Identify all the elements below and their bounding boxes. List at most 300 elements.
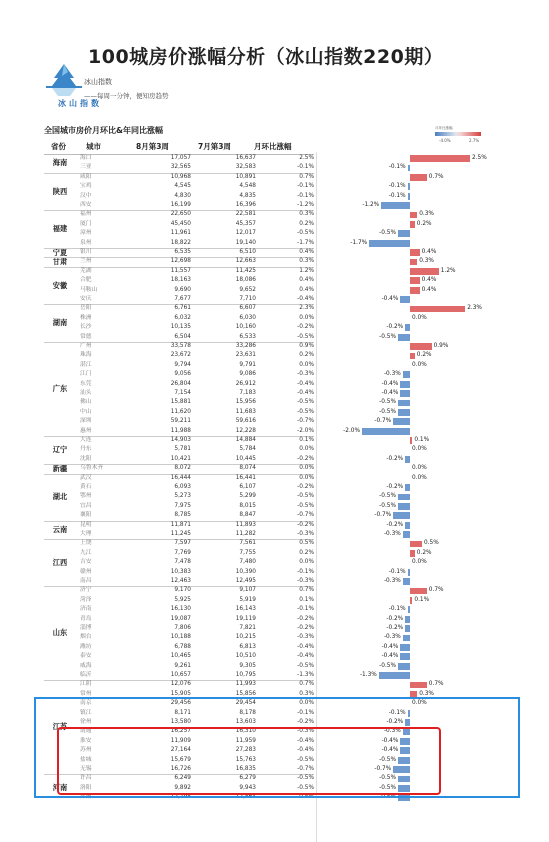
aug-price: 9,170 (174, 587, 191, 594)
province-label: 甘肃 (52, 257, 68, 267)
change-value: -1.7% (297, 239, 314, 246)
jul-price: 11,993 (235, 681, 256, 688)
bar-label: -2.0% (343, 427, 360, 434)
change-bar (410, 353, 415, 360)
aug-price: 8,171 (174, 709, 191, 716)
aug-price: 11,961 (170, 230, 191, 237)
table-row (44, 192, 514, 201)
city-name: 青岛 (80, 615, 92, 622)
table-row (44, 239, 514, 248)
aug-price: 27,164 (170, 747, 191, 754)
jul-price: 10,510 (235, 653, 256, 660)
city-name: 厦门 (80, 220, 92, 227)
table-row (44, 436, 514, 445)
header-city: 城市 (86, 142, 101, 151)
province-label: 福建 (52, 224, 68, 234)
table-row (44, 342, 514, 351)
change-value: 0.0% (299, 700, 314, 707)
jul-price: 15,956 (235, 399, 256, 406)
aug-price: 18,163 (170, 277, 191, 284)
highlight-box-red (57, 727, 441, 795)
jul-price: 16,835 (235, 766, 256, 772)
logo-slogan: ——每周一分钟，便知房趋势 (84, 92, 169, 100)
province-label: 辽宁 (52, 445, 68, 455)
aug-price: 45,450 (170, 220, 191, 227)
city-name: 鄂州 (80, 493, 92, 500)
change-value: 0.0% (299, 474, 314, 481)
aug-price: 16,444 (170, 474, 191, 481)
change-bar (393, 418, 410, 425)
aug-price: 17,057 (170, 155, 191, 161)
change-value: -0.4% (297, 643, 314, 650)
aug-price: 6,504 (174, 333, 191, 340)
bar-label: 0.0% (412, 361, 427, 368)
bar-label: -0.1% (388, 568, 406, 575)
table-row (44, 257, 514, 266)
jul-price: 8,847 (239, 512, 256, 519)
bar-label: 0.0% (412, 700, 427, 707)
city-name: 兰州 (80, 258, 92, 265)
city-name: 汕头 (80, 390, 92, 396)
table-row (44, 596, 514, 605)
bar-label: -0.2% (386, 719, 404, 725)
aug-price: 7,154 (174, 390, 191, 396)
city-name: 临沂 (80, 672, 92, 678)
city-name: 武汉 (80, 474, 92, 481)
aug-price: 7,806 (174, 625, 191, 631)
aug-price: 12,698 (170, 258, 191, 265)
change-bar (403, 371, 410, 378)
aug-price: 33,578 (170, 343, 191, 349)
bar-label: -0.5% (379, 333, 396, 340)
change-bar (398, 663, 410, 670)
change-value: 0.1% (299, 437, 314, 443)
change-value: -0.2% (297, 521, 314, 528)
jul-price: 18,086 (235, 277, 256, 284)
aug-price: 4,545 (174, 183, 191, 190)
aug-price: 10,657 (170, 672, 191, 678)
bar-label: -0.3% (383, 634, 401, 641)
city-name: 长沙 (80, 324, 92, 331)
jul-price: 32,583 (235, 164, 256, 171)
change-bar (398, 400, 410, 407)
bar-label: -0.5% (379, 662, 396, 669)
table-row (44, 511, 514, 520)
change-value: 0.4% (299, 249, 314, 255)
change-bar (398, 230, 410, 237)
table-row (44, 220, 514, 229)
change-value: -0.1% (297, 709, 314, 716)
table-row (44, 662, 514, 671)
jul-price: 6,030 (239, 314, 256, 321)
city-name: 常州 (80, 690, 92, 697)
jul-price: 10,795 (235, 672, 256, 678)
aug-price: 15,905 (170, 690, 191, 697)
aug-price: 9,056 (174, 371, 191, 378)
bar-label: 0.7% (428, 681, 444, 688)
aug-price: 9,261 (174, 662, 191, 669)
change-bar (410, 259, 417, 266)
bar-label: -0.5% (379, 775, 396, 782)
aug-price: 6,249 (174, 775, 191, 782)
jul-price: 9,652 (239, 286, 256, 293)
bar-label: 0.4% (421, 277, 437, 284)
city-name: 大连 (80, 437, 92, 443)
aug-price: 9,690 (174, 286, 191, 293)
bar-label: -0.5% (379, 794, 396, 801)
table-row (44, 605, 514, 614)
aug-price: 15,679 (170, 756, 191, 763)
jul-price: 12,495 (235, 578, 256, 584)
city-name: 南通 (80, 728, 92, 735)
jul-price: 15,763 (235, 756, 256, 763)
change-bar (408, 606, 410, 613)
bar-label: -0.5% (379, 408, 396, 415)
bar-label: -0.5% (379, 756, 396, 763)
province-label: 陕西 (52, 186, 68, 196)
table-row (44, 370, 514, 379)
city-name: 佛山 (80, 399, 92, 406)
city-name: 宝鸡 (80, 183, 92, 190)
change-value: 0.4% (299, 277, 314, 284)
table-title: 全国城市房价月环比&年同比涨幅 (44, 126, 163, 135)
change-value: -0.3% (297, 578, 314, 584)
aug-price: 9,794 (174, 361, 191, 368)
city-name: 淄博 (80, 625, 92, 631)
aug-price: 12,798 (170, 794, 191, 801)
table-row (44, 314, 514, 323)
aug-price: 6,788 (174, 643, 191, 650)
header-aug: 8月第3周 (136, 142, 169, 151)
city-name: 襄阳 (80, 512, 92, 519)
change-bar (410, 277, 420, 284)
jul-price: 7,755 (239, 549, 256, 556)
bar-label: -0.3% (383, 578, 401, 584)
bar-label: -0.2% (386, 324, 404, 331)
change-bar (410, 174, 427, 181)
city-name: 芜湖 (80, 267, 92, 274)
table-row (44, 615, 514, 624)
jul-price: 7,710 (239, 296, 256, 302)
change-bar (362, 428, 410, 435)
jul-price: 16,310 (235, 728, 256, 735)
jul-price: 4,548 (239, 183, 256, 190)
table-header (44, 138, 314, 155)
aug-price: 6,535 (174, 249, 191, 255)
aug-price: 26,804 (170, 380, 191, 387)
change-value: 0.3% (299, 211, 314, 218)
jul-price: 11,959 (235, 737, 256, 744)
bar-label: -0.7% (374, 766, 392, 772)
table-row (44, 163, 514, 172)
bar-label: -0.4% (381, 643, 399, 650)
logo-brand-text: 冰山指数 (58, 99, 102, 108)
table-row (44, 229, 514, 238)
change-value: -0.7% (297, 512, 314, 519)
change-value: 0.0% (299, 446, 314, 453)
change-bar (381, 202, 410, 209)
change-value: -0.2% (297, 324, 314, 331)
aug-price: 15,881 (170, 399, 191, 406)
bar-label: -0.3% (383, 728, 401, 735)
bar-label: 0.0% (412, 465, 427, 472)
change-value: 0.0% (299, 314, 314, 321)
city-name: 珠海 (80, 352, 92, 359)
change-bar (410, 306, 465, 313)
city-name: 菏泽 (80, 596, 92, 603)
jul-price: 22,581 (235, 211, 256, 218)
change-value: -0.4% (297, 747, 314, 754)
change-value: -0.2% (297, 719, 314, 725)
bar-label: 0.0% (412, 446, 427, 453)
change-bar (408, 569, 410, 576)
change-value: 1.2% (299, 267, 314, 274)
change-value: -0.2% (297, 615, 314, 622)
jul-price: 14,884 (235, 437, 256, 443)
jul-price: 12,663 (235, 258, 256, 265)
change-value: -0.1% (297, 183, 314, 190)
aug-price: 5,781 (174, 446, 191, 453)
aug-price: 13,580 (170, 719, 191, 725)
city-name: 大理 (80, 531, 92, 537)
table-row (44, 474, 514, 483)
change-value: 0.0% (299, 465, 314, 472)
aug-price: 11,988 (170, 427, 191, 434)
change-value: -0.3% (297, 531, 314, 537)
change-bar (410, 287, 420, 294)
aug-price: 29,456 (170, 700, 191, 707)
change-value: -0.2% (297, 455, 314, 462)
city-name: 济南 (80, 606, 92, 613)
header-chg: 月环比涨幅 (254, 142, 292, 151)
table-row (44, 154, 514, 163)
change-bar (403, 578, 410, 585)
city-name: 许昌 (80, 775, 92, 782)
table-row (44, 333, 514, 342)
city-name: 江阴 (80, 681, 92, 688)
city-name: 东莞 (80, 380, 92, 387)
table-row (44, 502, 514, 511)
legend-min: -4.0% (439, 138, 451, 143)
jul-price: 9,086 (239, 371, 256, 378)
change-bar (400, 390, 410, 397)
jul-price: 6,510 (239, 249, 256, 255)
jul-price: 29,454 (235, 700, 256, 707)
table-row (44, 351, 514, 360)
aug-price: 18,822 (170, 239, 191, 246)
jul-price: 11,683 (235, 408, 256, 415)
aug-price: 32,565 (170, 164, 191, 171)
jul-price: 4,835 (239, 192, 256, 199)
bar-label: 0.0% (412, 474, 427, 481)
aug-price: 10,465 (170, 653, 191, 660)
aug-price: 8,785 (174, 512, 191, 519)
change-value: 2.3% (299, 305, 314, 312)
change-bar (369, 240, 410, 247)
table-row (44, 521, 514, 530)
aug-price: 7,478 (174, 559, 191, 566)
bar-label: -0.4% (381, 390, 399, 396)
change-value: -0.7% (297, 766, 314, 772)
jul-price: 13,603 (235, 719, 256, 725)
city-name: 安庆 (80, 296, 92, 302)
bar-label: 0.5% (424, 540, 439, 547)
change-bar (400, 296, 410, 303)
aug-price: 6,093 (174, 484, 191, 490)
table-row (44, 361, 514, 370)
bar-label: -0.4% (381, 737, 399, 744)
jul-price: 5,919 (239, 596, 256, 603)
table-row (44, 577, 514, 586)
bar-label: -0.5% (379, 230, 396, 237)
change-bar (410, 437, 412, 444)
city-name: 镇江 (80, 709, 92, 716)
bar-label: -0.5% (379, 399, 396, 406)
city-name: 沈阳 (80, 455, 92, 462)
bar-label: 0.3% (419, 211, 434, 218)
city-name: 三亚 (80, 164, 92, 171)
jul-price: 12,228 (235, 427, 256, 434)
change-value: -0.1% (297, 164, 314, 171)
bar-label: 0.2% (416, 220, 432, 227)
table-row (44, 633, 514, 642)
aug-price: 16,257 (170, 728, 191, 735)
change-value: -0.3% (297, 371, 314, 378)
province-label: 云南 (52, 524, 68, 534)
change-value: 0.5% (299, 540, 314, 547)
change-value: -0.2% (297, 484, 314, 490)
change-bar (400, 644, 410, 651)
aug-price: 10,135 (170, 324, 191, 331)
bar-label: 0.0% (412, 559, 427, 566)
table-row (44, 464, 514, 473)
change-bar (403, 635, 410, 642)
legend-gradient (435, 132, 481, 136)
table-row (44, 549, 514, 558)
change-value: -0.3% (297, 634, 314, 641)
change-value: -1.2% (297, 202, 314, 208)
header-province: 省份 (51, 142, 66, 151)
jul-price: 15,856 (235, 690, 256, 697)
bar-label: 0.2% (416, 352, 432, 359)
jul-price: 23,631 (235, 352, 256, 359)
jul-price: 11,425 (235, 267, 256, 274)
jul-price: 19,119 (235, 615, 256, 622)
aug-price: 5,925 (174, 596, 191, 603)
city-name: 中山 (80, 408, 92, 415)
bar-label: -1.7% (350, 239, 368, 246)
bar-label: -0.1% (388, 709, 406, 716)
province-label: 新疆 (52, 463, 68, 473)
change-bar (410, 682, 427, 689)
aug-price: 59,211 (170, 418, 191, 425)
table-row (44, 680, 514, 689)
change-value: 0.2% (299, 220, 314, 227)
bar-label: -0.2% (386, 615, 404, 622)
change-bar (410, 343, 432, 350)
aug-price: 16,199 (170, 202, 191, 208)
bar-label: -0.5% (379, 784, 396, 791)
bar-label: -0.3% (383, 371, 401, 378)
table-row (44, 380, 514, 389)
aug-price: 19,087 (170, 615, 191, 622)
table-row (44, 182, 514, 191)
city-name: 漳州 (80, 230, 92, 237)
aug-price: 9,892 (174, 784, 191, 791)
city-name: 黄石 (80, 484, 92, 490)
province-label: 安徽 (52, 280, 68, 290)
city-name: 乌鲁木齐 (80, 465, 104, 472)
city-name: 济宁 (80, 587, 92, 594)
province-label: 海南 (52, 158, 68, 168)
city-name: 上饶 (80, 540, 92, 547)
jul-price: 11,282 (235, 531, 256, 537)
bar-label: 0.2% (416, 549, 432, 556)
table-row (44, 276, 514, 285)
change-bar (410, 550, 415, 557)
header-jul: 7月第3周 (198, 142, 231, 151)
change-bar (408, 165, 410, 172)
change-value: -0.5% (297, 775, 314, 782)
table-row (44, 427, 514, 436)
city-name: 常德 (80, 333, 92, 340)
page-title: 100城房价涨幅分析（冰山指数220期） (88, 46, 444, 68)
bar-label: 0.0% (412, 314, 427, 321)
change-bar (379, 672, 410, 679)
bar-label: 0.4% (421, 249, 437, 255)
table-row (44, 483, 514, 492)
table-row (44, 173, 514, 182)
jul-price: 9,107 (239, 587, 256, 594)
aug-price: 22,650 (170, 211, 191, 218)
aug-price: 7,975 (174, 502, 191, 509)
bar-label: -0.2% (386, 521, 404, 528)
table-row (44, 445, 514, 454)
change-bar (410, 588, 427, 595)
bar-label: 0.7% (428, 587, 444, 594)
change-bar (410, 249, 420, 256)
city-name: 苏州 (80, 747, 92, 754)
city-name: 徐州 (80, 719, 92, 725)
change-value: 0.4% (299, 286, 314, 293)
change-value: -0.3% (297, 728, 314, 735)
bar-label: -0.4% (381, 747, 399, 754)
aug-price: 7,677 (174, 296, 191, 302)
change-value: -0.5% (297, 794, 314, 801)
change-value: -1.3% (297, 672, 314, 678)
city-name: 郑州 (80, 794, 92, 801)
table-row (44, 286, 514, 295)
change-value: 0.2% (299, 352, 314, 359)
aug-price: 10,421 (170, 455, 191, 462)
bar-label: 0.4% (421, 286, 437, 293)
jul-price: 33,286 (235, 343, 256, 349)
city-name: 潍坊 (80, 643, 92, 650)
change-value: 0.1% (299, 596, 314, 603)
bar-label: -0.4% (381, 296, 399, 302)
change-value: -0.4% (297, 296, 314, 302)
city-name: 丹东 (80, 446, 92, 453)
change-bar (410, 221, 415, 228)
bar-label: 2.3% (467, 305, 482, 312)
city-name: 淮安 (80, 737, 92, 744)
jul-price: 9,305 (239, 662, 256, 669)
city-name: 汉中 (80, 192, 92, 199)
jul-price: 5,299 (239, 493, 256, 500)
bar-label: -1.2% (362, 202, 380, 208)
jul-price: 6,813 (239, 643, 256, 650)
province-label: 湖北 (52, 492, 68, 502)
